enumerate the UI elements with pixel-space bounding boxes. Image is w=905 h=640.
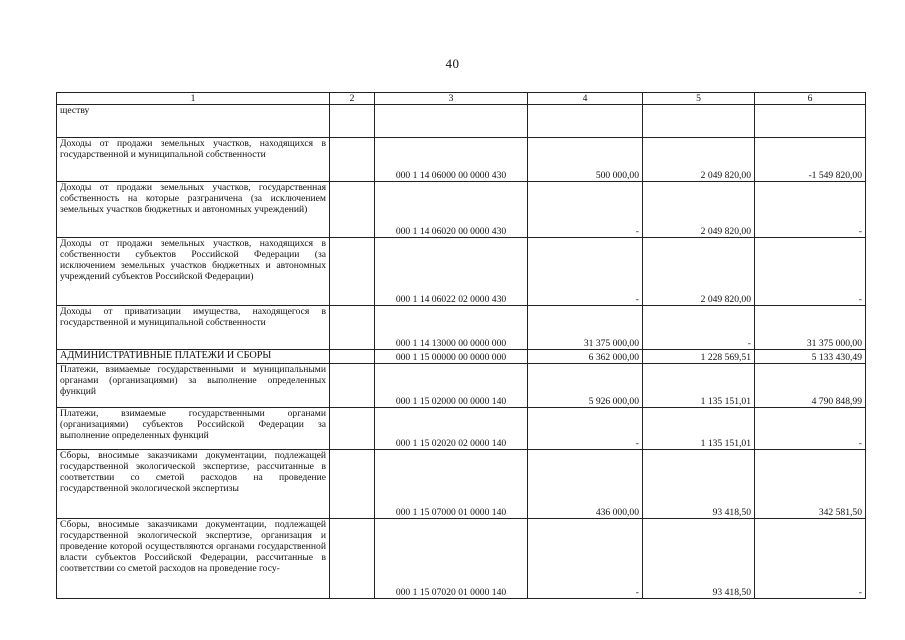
row-plan-cell: 500 000,00 [528,138,643,182]
row-name-cell: Доходы от приватизации имущества, находящегося в государственной и муниципальной собственности [57,306,330,350]
row-executed-cell: 2 049 820,00 [643,138,755,182]
row-column2-cell [330,350,375,364]
row-code-cell: 000 1 14 06022 02 0000 430 [375,238,528,306]
row-remainder-cell: - [755,182,866,238]
row-code-cell [375,105,528,138]
row-plan-cell: 31 375 000,00 [528,306,643,350]
row-name-cell: Доходы от продажи земельных участков, находящихся в собственности субъектов Российской Федерации (за исключением земельных участков бюджетных и автономных учреждений субъектов Российской Федерации) [57,238,330,306]
table-row [57,238,866,306]
row-name-cell: Платежи, взимаемые государственными органами (организациями) субъектов Российской Федерации за выполнение определенных функций [57,408,330,450]
row-code-cell: 000 1 15 07000 01 0000 140 [375,450,528,519]
row-column2-cell [330,306,375,350]
row-remainder-cell: - [755,519,866,599]
row-plan-cell: 6 362 000,00 [528,350,643,364]
column-header: 1 [57,93,330,105]
column-header: 5 [643,93,755,105]
row-plan-cell: - [528,238,643,306]
row-plan-cell: - [528,182,643,238]
row-plan-cell: - [528,519,643,599]
row-executed-cell: 2 049 820,00 [643,182,755,238]
table-row [57,182,866,238]
row-code-cell: 000 1 15 00000 00 0000 000 [375,350,528,364]
column-header: 3 [375,93,528,105]
row-plan-cell [528,105,643,138]
row-executed-cell: 2 049 820,00 [643,238,755,306]
row-name-cell: Платежи, взимаемые государственными и муниципальными органами (организациями) за выполнение определенных функций [57,364,330,408]
row-remainder-cell: 4 790 848,99 [755,364,866,408]
row-name-cell: Сборы, вносимые заказчиками документации, подлежащей государственной экологической экспертизе, организация и проведение которой осуществляются органами государственной власти субъектов Российской Федерации, рассчитанные в соответствии со сметой расходов на проведение госу- [57,519,330,599]
table-row [57,450,866,519]
row-column2-cell [330,238,375,306]
table-row [57,350,866,364]
row-plan-cell: - [528,408,643,450]
row-name-cell: ществу [57,105,330,138]
row-column2-cell [330,105,375,138]
row-plan-cell: 5 926 000,00 [528,364,643,408]
row-remainder-cell: 31 375 000,00 [755,306,866,350]
column-header: 6 [755,93,866,105]
row-code-cell: 000 1 14 13000 00 0000 000 [375,306,528,350]
row-executed-cell: 93 418,50 [643,519,755,599]
row-column2-cell [330,519,375,599]
row-executed-cell: 1 135 151,01 [643,408,755,450]
row-column2-cell [330,408,375,450]
table-row [57,138,866,182]
column-header: 2 [330,93,375,105]
row-name-cell: Сборы, вносимые заказчиками документации, подлежащей государственной экологической экспертизе, рассчитанные в соответствии со сметой расходов на проведение государственной экологической экспертизы [57,450,330,519]
row-executed-cell: 1 228 569,51 [643,350,755,364]
row-code-cell: 000 1 14 06020 00 0000 430 [375,182,528,238]
row-code-cell: 000 1 14 06000 00 0000 430 [375,138,528,182]
table-row [57,306,866,350]
row-remainder-cell: 342 581,50 [755,450,866,519]
row-remainder-cell: -1 549 820,00 [755,138,866,182]
row-name-cell: АДМИНИСТРАТИВНЫЕ ПЛАТЕЖИ И СБОРЫ [57,350,330,364]
row-code-cell: 000 1 15 02000 00 0000 140 [375,364,528,408]
row-remainder-cell: - [755,238,866,306]
row-code-cell: 000 1 15 02020 02 0000 140 [375,408,528,450]
table-row [57,408,866,450]
table-row [57,364,866,408]
row-plan-cell: 436 000,00 [528,450,643,519]
row-remainder-cell: - [755,408,866,450]
row-executed-cell: 1 135 151,01 [643,364,755,408]
row-column2-cell [330,182,375,238]
row-code-cell: 000 1 15 07020 01 0000 140 [375,519,528,599]
page-number: 40 [445,56,460,71]
row-column2-cell [330,364,375,408]
row-column2-cell [330,138,375,182]
row-name-cell: Доходы от продажи земельных участков, государственная собственность на которые разграничена (за исключением земельных участков бюджетных и автономных учреждений) [57,182,330,238]
row-executed-cell [643,105,755,138]
table-row [57,105,866,138]
table-header-row [57,93,866,105]
budget-revenue-table [56,92,866,599]
row-column2-cell [330,450,375,519]
column-header: 4 [528,93,643,105]
row-executed-cell: 93 418,50 [643,450,755,519]
row-executed-cell: - [643,306,755,350]
row-remainder-cell [755,105,866,138]
row-name-cell: Доходы от продажи земельных участков, находящихся в государственной и муниципальной собственности [57,138,330,182]
table-row [57,519,866,599]
row-remainder-cell: 5 133 430,49 [755,350,866,364]
